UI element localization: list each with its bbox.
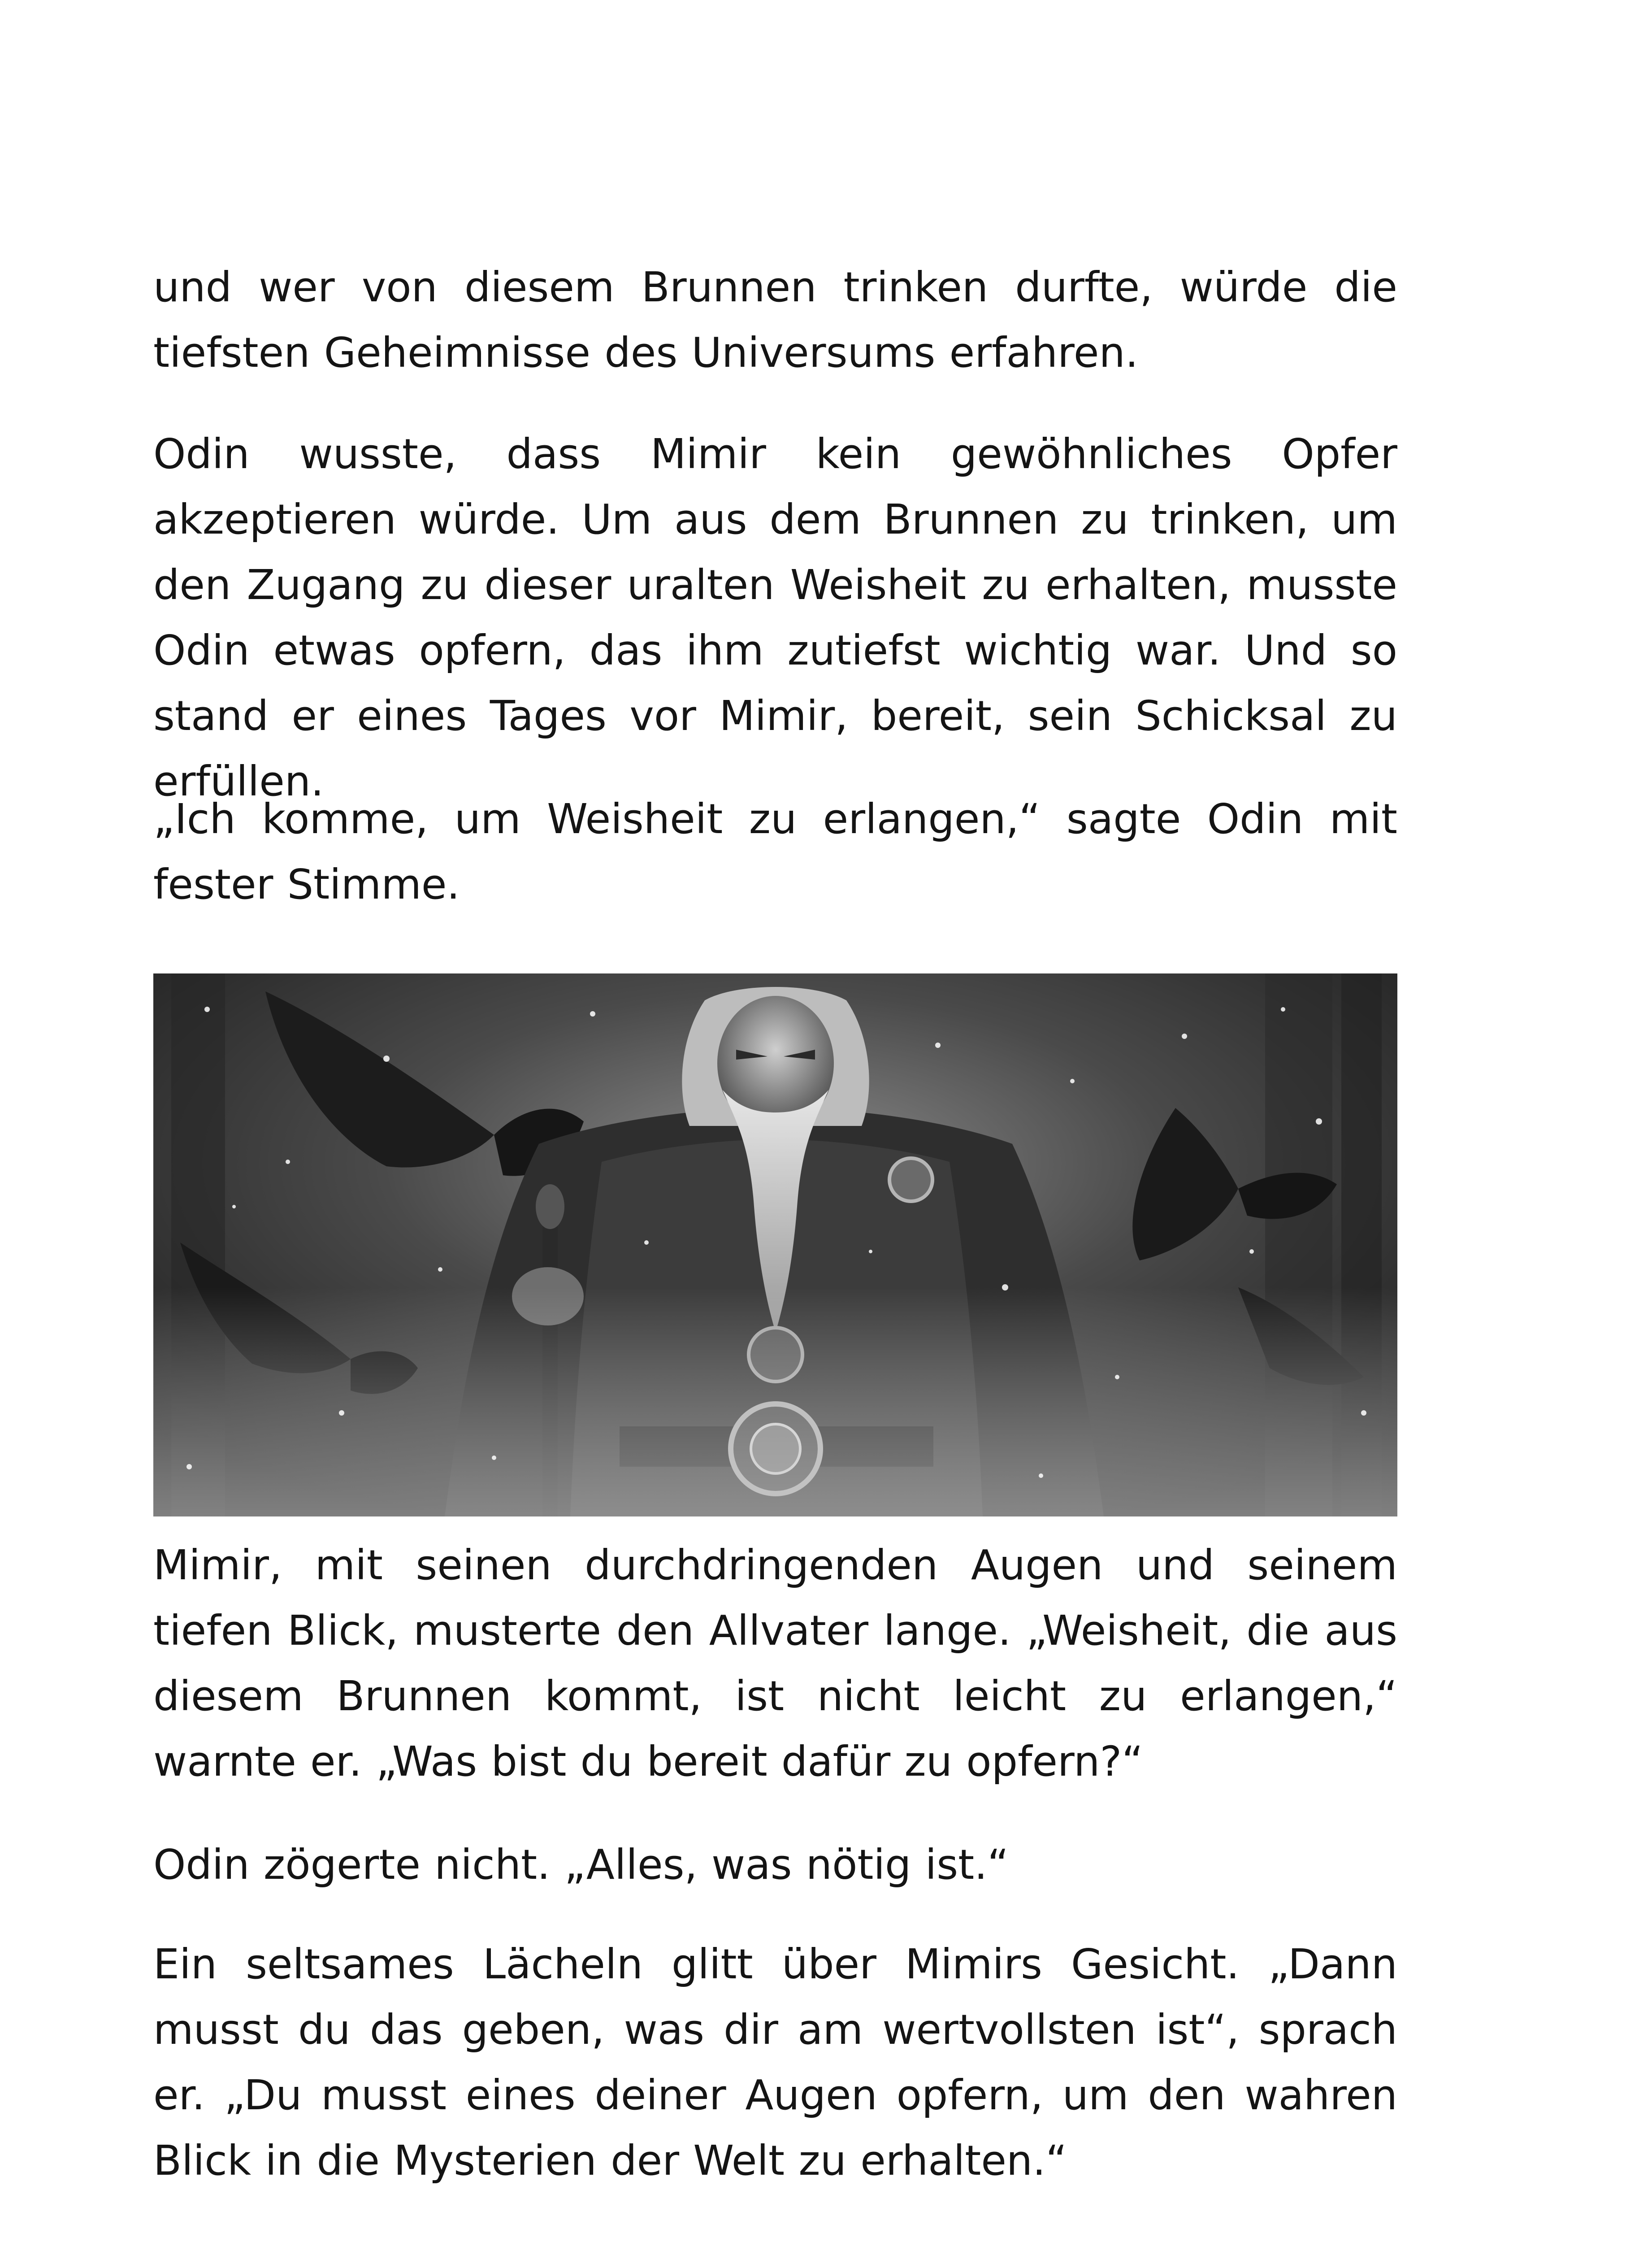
paragraph-2: Odin wusste, dass Mimir kein gewöhnliches Opfer akzeptieren würde. Um aus dem Brunnen zu trinken, um den Zugang zu dieser uralten Weisheit zu erhalten, musste Odin etwas opfern, das ihm zutiefst wichtig war. Und so stand er eines Tages vor Mimir, bereit, sein Schicksal zu erfüllen. (153, 430, 1397, 805)
paragraph-6: Ein seltsames Lächeln glitt über Mimirs Gesicht. „Dann musst du das geben, was dir am wertvollsten ist“, sprach er. „Du musst eines deiner Augen opfern, um den wahren Blick in die Mysterien der Welt zu erhalten.“ (153, 1940, 1397, 2185)
paragraph-3: „Ich komme, um Weisheit zu erlangen,“ sagte Odin mit fester Stimme. (153, 795, 1397, 908)
odin-illustration (153, 973, 1397, 1516)
paragraph-4: Mimir, mit seinen durchdringenden Augen und seinem tiefen Blick, musterte den Allvater lange. „Weisheit, die aus diesem Brunnen kommt, ist nicht leicht zu erlangen,“ warnte er. „Was bist du bereit dafür zu opfern?“ (153, 1541, 1397, 1786)
paragraph-1: und wer von diesem Brunnen trinken durfte, würde die tiefsten Geheimnisse des Universums erfahren. (153, 263, 1397, 377)
paragraph-5: Odin zögerte nicht. „Alles, was nötig ist.“ (153, 1841, 1009, 1889)
